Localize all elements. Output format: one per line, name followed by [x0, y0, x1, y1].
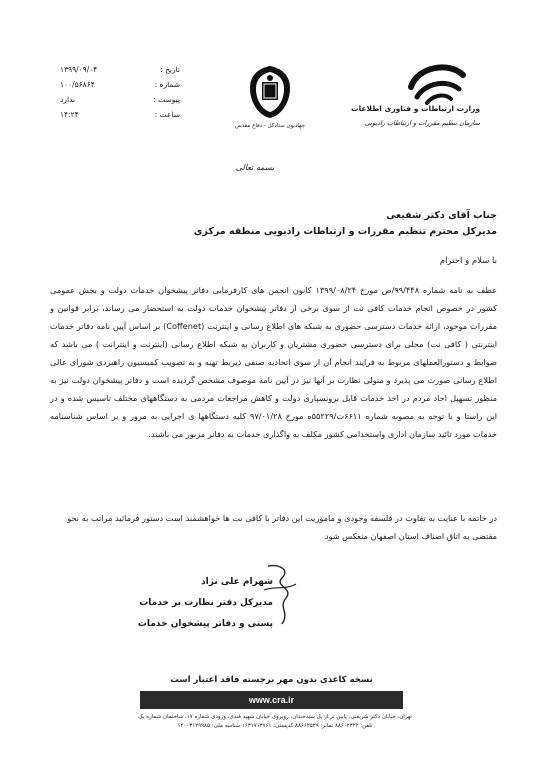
greeting: با سلام و احترام — [439, 256, 497, 266]
organization-name: سازمان تنظیم مقررات و ارتباطات رادیویی — [364, 119, 480, 127]
signatory-name: شهرام علی نژاد — [201, 577, 273, 587]
meta-time: ساعت : ۱۴:۲۴ — [60, 110, 180, 119]
recipient-name: جناب آقای دکتر شفیعی — [386, 210, 497, 221]
ministry-logo-icon — [405, 57, 469, 107]
signatory-title-line1: مدیرکل دفتر نظارت بر خدمات — [139, 598, 273, 608]
meta-number: شماره : ۱۰۰/۵۶۸۶۴ — [60, 80, 180, 89]
signatory-title-line2: پستی و دفاتر پیشخوان خدمات — [137, 619, 273, 629]
website-link[interactable]: www.cra.ir — [248, 695, 295, 705]
address-line: تهران، خیابان دکتر شریعتی، پایین تر از پل سیدخندان، روبروی خیابان شهید قندی، ورودی شماره ۱۷، ساختمان شماره یک — [138, 714, 412, 720]
meta-date: تاریخ : ۱۳۹۹/۰۹/۰۴ — [60, 65, 180, 74]
meta-attachment: پیوست : ندارد — [60, 95, 180, 104]
letter-closing: در خاتمه با عنایت به تفاوت در فلسفه وجودی و ماموریت این دفاتر با کافی نت ها خواهشمند است دستور فرمائید مراتب به نحو مقتضی به اتاق اصناف استان اصفهان منعکس شود — [67, 513, 497, 541]
ministry-name: وزارت ارتباطات و فناوری اطلاعات — [351, 104, 480, 113]
letter-body — [50, 281, 497, 443]
letter-body-text: عطف به نامه شماره ۹۹/۴۴۸/ص مورخ ۱۳۹۹/۰۸/۲۴ کانون انجمن های کارفرمایی دفاتر پیشخوان خدمات دولت و بخش عمومی کشور در خصوص انجام خدمات کافی نت از سوی برخی از دفاتر پیشخوان خدمات دولت به استحضار می رساند، برابر قوانین و مقررات موجود، ارائه خدمات دسترسی حضوری به شبکه های اطلاع رسانی و اینترنت (Coffenet) بر اساس آیین نامه دفاتر خدمات اینترنتی ( کافی نت) محلی برای دسترسی حضوری مشتریان و کاربران به شبکه اطلاع رسانی (اینترنت و اینترانت ) می باشد که ضوابط و دستورالعملهای مربوط به فرایند انجام آن از سوی اتحادیه صنفی ذیربط تهیه و به تصویب کمیسیون راهبردی شورای عالی اطلاع رسانی صورت می پذیرد و متولی نظارت بر آنها نیز در آیین نامه موصوف مشخص گردیده است و دفاتر پیشخوان دولت نیز به منظور تسهیل احاد مردم در اخذ خدمات قابل برونسپاری دولت و کاهش مراجعات مردمی به دستگاههای مختلف تاسیس شده و در این راستا و با توجه به مصوبه شماره ۶۶۱۱ت/۵۵۲۲۹ه مورخ ۹۷/۰۱/۲۸ کلیه دستگاهها ی اجرایی به مرور و بر اساس شناسنامه خدمات مورد تائید سازمان اداری واستخدامی کشور مکلف به واگذاری خدمات به دفاتر مزبور می باشند. — [50, 285, 498, 439]
document-meta — [60, 62, 180, 122]
validity-notice: نسخه کاغذی بدون مهر برجسته فاقد اعتبار است — [170, 675, 373, 685]
emblem-icon — [246, 64, 294, 120]
recipient-title: مدیرکل محترم تنظیم مقررات و ارتباطات رادیویی منطقه مرکزی — [193, 226, 497, 237]
bismillah: بسمه تعالی — [235, 163, 275, 172]
emblem-caption: جهادیون ستادکل - دفاع مقدس — [235, 123, 305, 129]
contact-line: تلفن: ۸۸۶۰۲۳۲۲ نمابر: ۸۸۶۶۲۵۲۹ کدپستی: ۱۶۳۱۷۱۳۷۶۱ شناسه ملی: ۱۴۰۰۳۱۲۹۹۸۵ — [177, 723, 373, 729]
